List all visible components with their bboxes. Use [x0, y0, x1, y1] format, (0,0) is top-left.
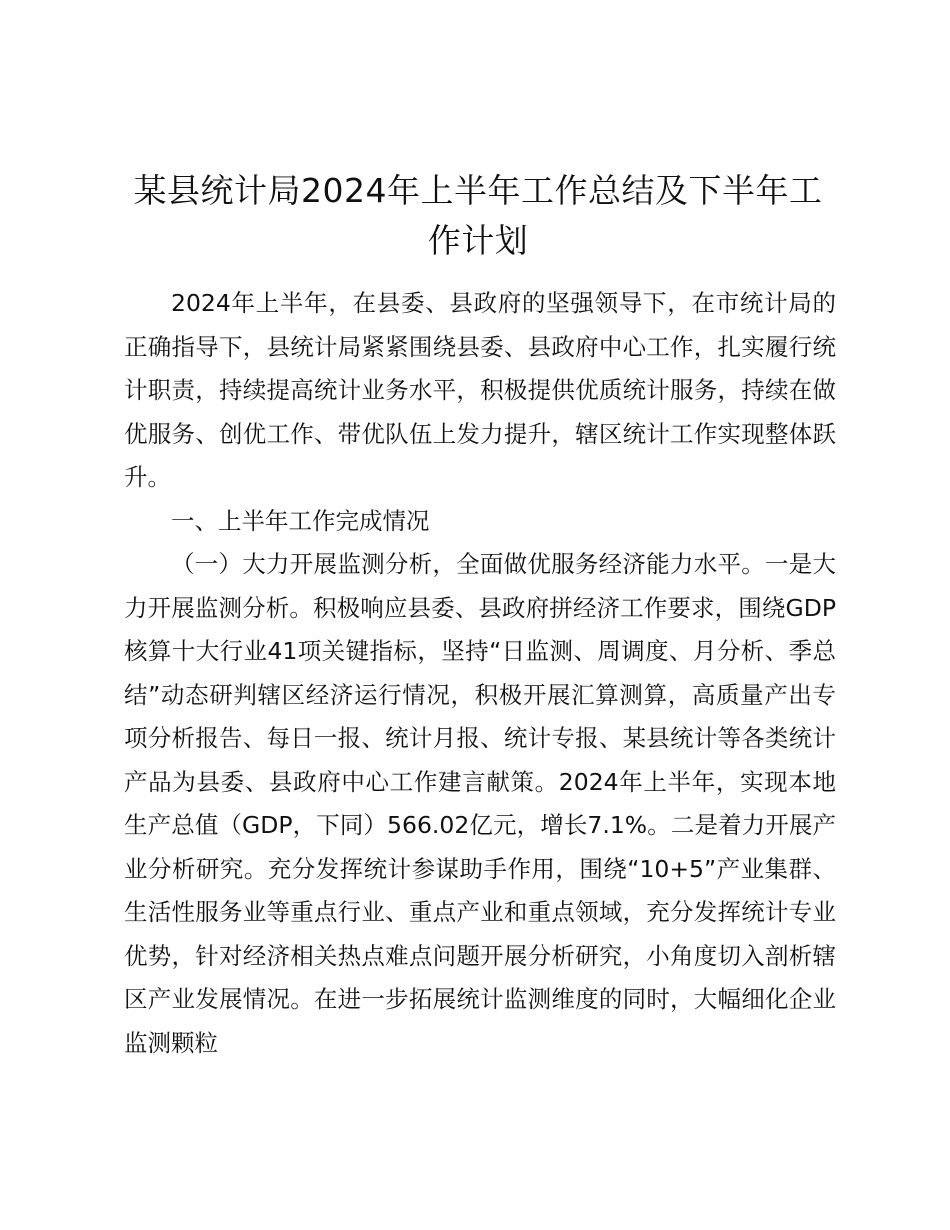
intro-paragraph: 2024年上半年，在县委、县政府的坚强领导下，在市统计局的正确指导下，县统计局紧紧围绕县委、县政府中心工作，扎实履行统计职责，持续提高统计业务水平，积极提供优质统计服务，持续在做优服务、创优工作、带优队伍上发力提升，辖区统计工作实现整体跃升。	[124, 289, 836, 491]
section-heading: 一、上半年工作完成情况	[171, 506, 430, 535]
document-title: 某县统计局2024年上半年工作总结及下半年工作计划	[133, 171, 823, 260]
body-paragraph: （一）大力开展监测分析，全面做优服务经济能力水平。一是大力开展监测分析。积极响应县委、县政府拼经济工作要求，围绕GDP核算十大行业41项关键指标，坚持“日监测、周调度、月分析、季总结”动态研判辖区经济运行情况，积极开展汇算测算，高质量产出专项分析报告、每日一报、统计月报、统计专报、某县统计等各类统计产品为县委、县政府中心工作建言献策。2024年上半年，实现本地生产总值（GDP，下同）566.02亿元，增长7.1%。二是着力开展产业分析研究。充分发挥统计参谋助手作用，围绕“10+5”产业集群、生活性服务业等重点行业、重点产业和重点领域，充分发挥统计专业优势，针对经济相关热点难点问题开展分析研究，小角度切入剖析辖区产业发展情况。在进一步拓展统计监测维度的同时，大幅细化企业监测颗粒	[124, 550, 836, 1057]
document-body	[124, 282, 836, 1065]
